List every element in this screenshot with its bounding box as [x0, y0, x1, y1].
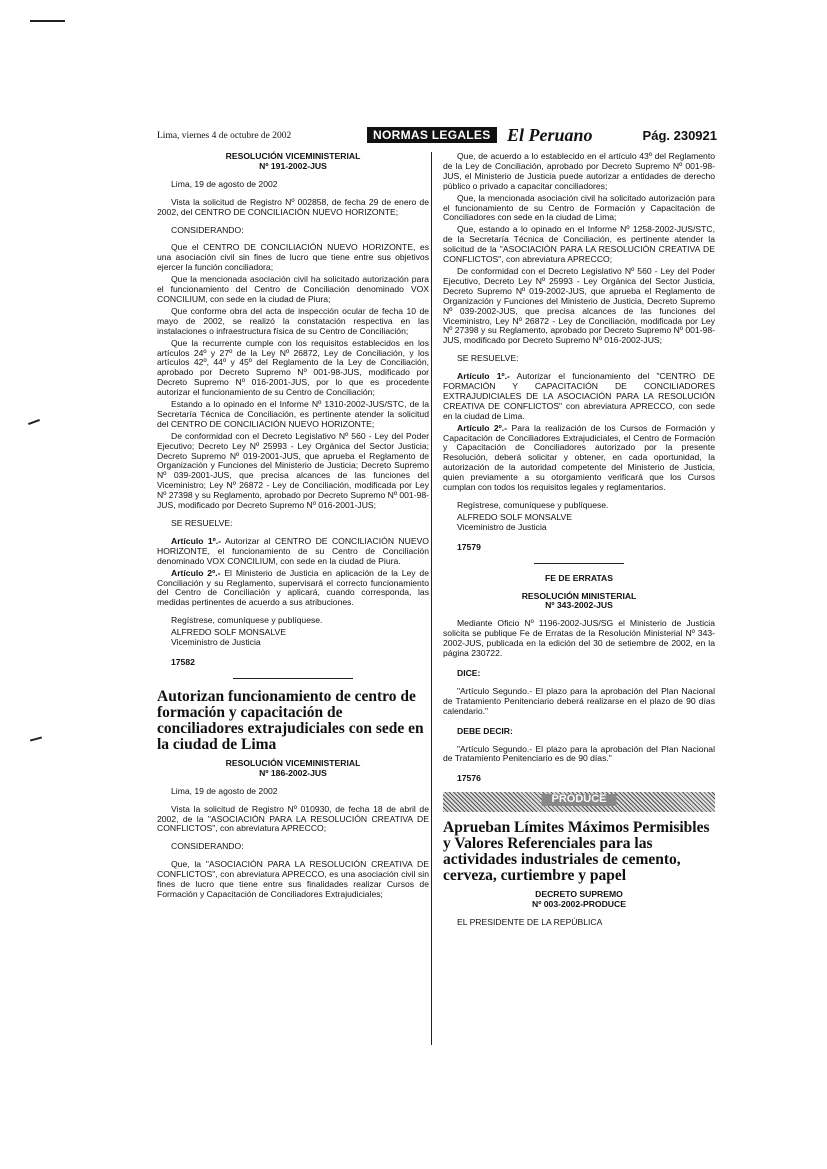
res2-paragraph: Que, la "ASOCIACIÓN PARA LA RESOLUCIÓN CREATIVA DE CONFLICTOS", con abreviatura APRECCO, es una asociación civil sin fines de lucro que tiene entre sus finalidades realizar Cursos de Formación y Capacitación de Conciliadores Extrajudiciales;: [157, 859, 429, 899]
dice-label: DICE:: [457, 667, 481, 678]
res1-article-2: [157, 569, 429, 609]
page-number: Pág. 230921: [642, 128, 717, 143]
ds-title: DECRETO SUPREMO: [535, 889, 623, 900]
se-resuelve: SE RESUELVE:: [457, 353, 519, 364]
fe-erratas-title: FE DE ERRATAS: [545, 572, 613, 583]
article-text: Autorizar el funcionamiento del "CENTRO DE FORMACIÓN Y CAPACITACIÓN DE CONCILIADORES EXTRAJUDICIALES DE LA ASOCIACIÓN PARA LA RESOLUCIÓN CREATIVA DE CONFLICTOS" con abreviatura APRECCO, con sede en la ciudad de Lima.: [443, 371, 715, 421]
res2-considerando: CONSIDERANDO:: [171, 841, 244, 852]
res1-paragraph: Estando a lo opinado en el Informe Nº 1310-2002-JUS/STC, de la Secretaría Técnica de Conciliación, es pertinente atender la solicitud del CENTRO DE CONCILIACIÓN NUEVO HORIZONTE;: [157, 399, 429, 429]
section-label: PRODUCE: [541, 794, 616, 806]
article-text: Para la realización de los Cursos de Formación y Capacitación de Conciliadores Extrajudiciales, el Centro de Formación y Capacitación de Conciliadores autorizado por la presente Resolución, deberá solicitar y obtener, en cada oportunidad, la autorización de la autoridad competente del Ministerio de Justicia, quien previamente a su otorgamiento verificará que los Cursos cumplan con todos los requisitos legales y reglamentarios.: [443, 422, 715, 493]
right-code-1: 17579: [457, 541, 481, 552]
fe-paragraph: Mediante Oficio Nº 1196-2002-JUS/SG el Ministerio de Justicia solicita se publique Fe de Erratas de la Resolución Ministerial Nº 343-2002-JUS, publicada en la edición del 30 de setiembre de 2002, en la página 230722.: [443, 618, 715, 659]
se-resuelve: SE RESUELVE:: [171, 518, 233, 528]
registrese: Regístrese, comuníquese y publíquese.: [457, 500, 609, 510]
signer-name: ALFREDO SOLF MONSALVE: [171, 627, 286, 638]
rm-title: RESOLUCIÓN MINISTERIAL: [521, 590, 637, 601]
right-column: [443, 152, 715, 930]
debe-decir-text: "Artículo Segundo.- El plazo para la aprobación del Plan Nacional de Tratamiento Penitenciario es de 90 días.": [443, 743, 715, 764]
res1-date: Lima, 19 de agosto de 2002: [171, 178, 278, 189]
res1-paragraph: Que el CENTRO DE CONCILIACIÓN NUEVO HORIZONTE, es una asociación civil sin fines de lucro que tiene entre sus objetivos ejercer la función conciliadora;: [157, 242, 429, 273]
right-paragraph: Que, de acuerdo a lo establecido en el artículo 43º del Reglamento de la Ley de Conciliación, aprobado por Decreto Supremo Nº 001-98-JUS, el Ministerio de Justicia puede autorizar a entidades de derecho público o privado a capacitar conciliadores;: [443, 151, 715, 191]
res1-number: Nº 191-2002-JUS: [259, 160, 327, 171]
headline-right: Aprueban Límites Máximos Permisibles y Valores Referenciales para las actividades industriales de cemento, cerveza, curtiembre y papel: [443, 819, 710, 885]
res1-paragraph: De conformidad con el Decreto Legislativo Nº 560 - Ley del Poder Ejecutivo; Decreto Ley Nº 25993 - Ley Orgánica del Sector Justicia; Decreto Supremo Nº 019-2001-JUS, que aprueba el Reglamento de Organización y Funciones del Ministerio de Justicia; Decreto Supremo Nº 039-2001-JUS, que precisa alcances de las funciones del Viceministro; Ley Nº 26872 - Ley de Conciliación, modificada por Ley Nº 27398 y su Reglamento, aprobado por Decreto Supremo Nº 001-98-JUS, modificado por Decreto Supremo Nº 016-2001-JUS;: [157, 430, 429, 511]
res1-paragraph: Que la recurrente cumple con los requisitos establecidos en los artículos 24º y 27º de la Ley Nº 26872, Ley de Conciliación, y los artículos 42º, 44º y 45º del Reglamento de la Ley de Conciliación, aprobado por Decreto Supremo Nº 001-98-JUS, modificado por Decreto Supremo Nº 016-2001-JUS, por lo que es procedente autorizar el funcionamiento de su Centro de Conciliación;: [157, 337, 429, 398]
presidente: EL PRESIDENTE DE LA REPÚBLICA: [457, 917, 603, 928]
res1-code: 17582: [171, 656, 195, 667]
res2-date: Lima, 19 de agosto de 2002: [171, 785, 278, 796]
headline-left: Autorizan funcionamiento de centro de formación y capacitación de conciliadores extrajudiciales con sede en la ciudad de Lima: [157, 687, 424, 753]
right-article-2: [443, 424, 715, 493]
signer-name: ALFREDO SOLF MONSALVE: [457, 511, 572, 522]
res1-paragraph: Que conforme obra del acta de inspección ocular de fecha 10 de mayo de 2002, se realizó la constatación respectiva en las instalaciones o infraestructura física de su Centro de Conciliación;: [157, 305, 429, 336]
res1-article-1: [157, 537, 429, 567]
header-section: NORMAS LEGALES: [367, 127, 497, 143]
left-column: [157, 152, 429, 902]
right-article-1: [443, 372, 715, 422]
article-label: Artículo 2º.-: [457, 422, 508, 433]
res2-title: RESOLUCIÓN VICEMINISTERIAL: [225, 757, 361, 768]
section-banner: [443, 792, 715, 812]
scan-mark-left-2: [30, 736, 42, 741]
column-divider: [431, 152, 432, 1045]
header-date: Lima, viernes 4 de octubre de 2002: [157, 131, 292, 141]
article-label: Artículo 1º.-: [457, 371, 510, 382]
considerando: CONSIDERANDO:: [171, 224, 244, 235]
res1-title: RESOLUCIÓN VICEMINISTERIAL: [225, 151, 361, 161]
right-paragraph: Que, la mencionada asociación civil ha solicitado autorización para el funcionamiento de su Centro de Formación y Capacitación de Conciliadores con sede en la ciudad de Lima;: [443, 192, 715, 223]
signer-title: Viceministro de Justicia: [171, 637, 261, 648]
separator-rule: [534, 563, 624, 564]
res2-paragraph: Vista la solicitud de Registro Nº 010930, de fecha 18 de abril de 2002, de la "ASOCIACIÓN PARA LA RESOLUCIÓN CREATIVA DE CONFLICTOS", con abreviatura APRECCO;: [157, 803, 429, 834]
article-text: Autorizar al CENTRO DE CONCILIACIÓN NUEVO HORIZONTE, el funcionamiento de su Centro de Conciliación denominado VOX CONCILIUM, con sede en la ciudad de Piura.: [157, 535, 429, 566]
right-code-2: 17576: [457, 773, 481, 784]
newspaper-logo: El Peruano: [507, 125, 593, 145]
rm-number: Nº 343-2002-JUS: [545, 600, 613, 611]
scan-mark-top: [30, 20, 65, 22]
dice-text: "Artículo Segundo.- El plazo para la aprobación del Plan Nacional de Tratamiento Penitenciario deberá realizarse en el plazo de 90 días calendario.": [443, 685, 715, 716]
page-header: [157, 127, 717, 145]
debe-decir-label: DEBE DECIR:: [457, 725, 513, 736]
right-paragraph: Que, estando a lo opinado en el Informe Nº 1258-2002-JUS/STC, de la Secretaría Técnica de Conciliación, es pertinente atender la solicitud de la "ASOCIACIÓN PARA LA RESOLUCIÓN CREATIVA DE CONFLICTOS", con abreviatura APRECCO;: [443, 224, 715, 265]
res1-paragraph: Que la mencionada asociación civil ha solicitado autorización para el funcionamiento del Centro de Conciliación denominado VOX CONCILIUM, con sede en la ciudad de Piura;: [157, 274, 429, 304]
scan-mark-left-1: [28, 419, 40, 425]
article-label: Artículo 2º.-: [171, 567, 221, 578]
right-paragraph: De conformidad con el Decreto Legislativo Nº 560 - Ley del Poder Ejecutivo, Decreto Ley Nº 25993 - Ley Orgánica del Sector Justicia, Decreto Supremo Nº 019-2002-JUS, que aprueba el Reglamento de Organización y Funciones del Ministerio de Justicia, Decreto Supremo Nº 039-2002-JUS, que precisa alcances de las funciones del Viceministro, Ley Nº 26872 - Ley de Conciliación, modificada por Ley Nº 27398 y su Reglamento, aprobado por Decreto Supremo Nº 001-98-JUS, modificado por Decreto Supremo Nº 016-2002-JUS;: [443, 265, 715, 346]
ds-number: Nº 003-2002-PRODUCE: [532, 899, 626, 910]
separator-rule: [233, 678, 353, 679]
signer-title: Viceministro de Justicia: [457, 521, 547, 532]
res1-paragraph: Vista la solicitud de Registro Nº 002858, de fecha 29 de enero de 2002, del CENTRO DE CONCILIACIÓN NUEVO HORIZONTE;: [157, 196, 429, 217]
article-text: El Ministerio de Justicia en aplicación de la Ley de Conciliación y su Reglamento, supervisará el correcto funcionamiento del Centro de Conciliación y aplicará, cuando corresponda, las medidas pertinentes de acuerdo a sus atribuciones.: [157, 567, 429, 608]
article-label: Artículo 1º.-: [171, 535, 222, 546]
res2-number: Nº 186-2002-JUS: [259, 767, 327, 778]
registrese: Regístrese, comuníquese y publíquese.: [171, 615, 323, 626]
